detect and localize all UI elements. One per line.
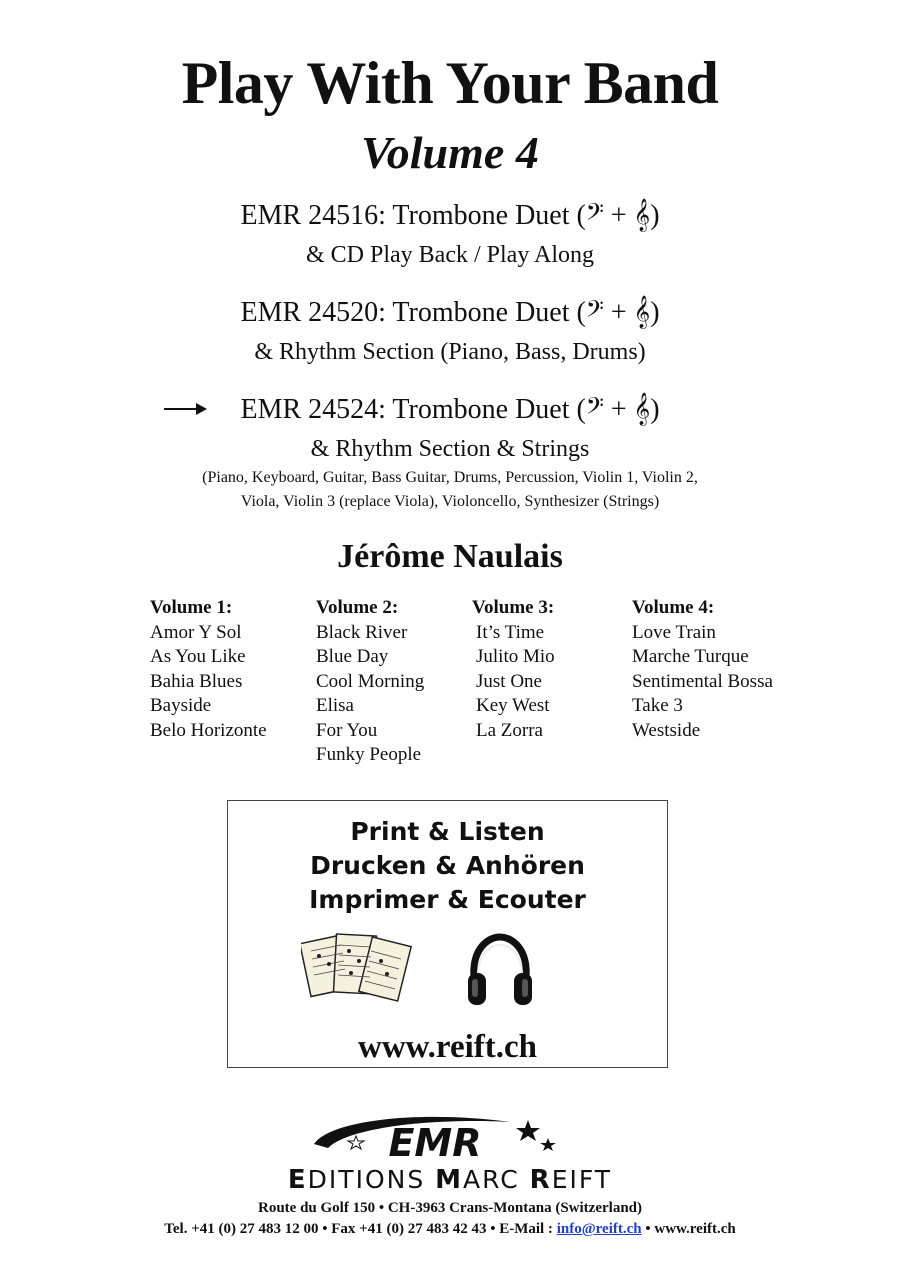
song-title: Marche Turque: [632, 646, 749, 667]
sheet-music-icon: [301, 929, 413, 1007]
logo-text: EMR: [388, 1121, 482, 1165]
publisher-name: EDITIONS MARC REIFT: [287, 1165, 613, 1195]
volume-heading: Volume 2:: [316, 597, 399, 618]
volume-column: [632, 596, 773, 743]
song-title: La Zorra: [476, 719, 543, 741]
song-title: Amor Y Sol: [150, 621, 242, 643]
instrumentation-line: (Piano, Keyboard, Guitar, Bass Guitar, Drums, Percussion, Violin 1, Violin 2,: [202, 469, 698, 486]
song-title: For You: [316, 719, 378, 741]
song-title: Funky People: [316, 744, 422, 765]
song-title: Take 3: [632, 695, 683, 716]
treble-clef-icon: 𝄞: [633, 392, 651, 425]
volume-subtitle: Volume 4: [361, 127, 539, 178]
volume-column: [316, 596, 424, 768]
treble-clef-icon: 𝄞: [633, 295, 651, 328]
song-title: Julito Mio: [476, 646, 555, 667]
volume-heading: Volume 3:: [472, 597, 555, 618]
email-link[interactable]: info@reift.ch: [556, 1221, 642, 1237]
edition-subline: & CD Play Back / Play Along: [306, 242, 594, 268]
edition-line: EMR 24516: Trombone Duet (𝄢 + 𝄞): [240, 198, 660, 231]
bass-clef-icon: 𝄢: [585, 295, 604, 328]
song-title: Belo Horizonte: [150, 719, 267, 741]
bass-clef-icon: 𝄢: [585, 198, 604, 231]
emr-logo: [310, 1112, 560, 1168]
song-title: Bahia Blues: [150, 670, 243, 692]
song-title: Blue Day: [316, 646, 389, 667]
song-title: It’s Time: [476, 621, 545, 643]
volume-column: [472, 596, 555, 743]
song-title: Bayside: [150, 695, 212, 716]
song-title: Just One: [476, 670, 542, 692]
edition-line: EMR 24524: Trombone Duet (𝄢 + 𝄞): [240, 392, 660, 425]
song-title: Elisa: [316, 695, 354, 716]
song-title: Love Train: [632, 621, 716, 643]
publisher-contact: Tel. +41 (0) 27 483 12 00 • Fax +41 (0) 27 483 42 43 • E-Mail : info@reift.ch • www.reift.ch: [164, 1221, 736, 1237]
volume-heading: Volume 4:: [632, 597, 715, 618]
promo-line: Imprimer & Ecouter: [309, 885, 586, 914]
author-name: Jérôme Naulais: [337, 538, 563, 575]
edition-line: EMR 24520: Trombone Duet (𝄢 + 𝄞): [240, 295, 660, 328]
edition-subline: & Rhythm Section (Piano, Bass, Drums): [254, 339, 646, 365]
print-listen-box: [227, 800, 668, 1068]
bass-clef-icon: 𝄢: [585, 392, 604, 425]
promo-url: www.reift.ch: [357, 1029, 538, 1065]
song-title: Cool Morning: [316, 670, 425, 692]
volume-column: [150, 596, 267, 743]
page-title: Play With Your Band: [181, 50, 719, 116]
song-title: As You Like: [150, 646, 246, 667]
headphones-icon: [464, 931, 536, 1011]
song-title: Westside: [632, 719, 701, 741]
song-title: Key West: [476, 695, 550, 716]
song-title: Sentimental Bossa: [632, 670, 773, 692]
treble-clef-icon: 𝄞: [633, 198, 651, 231]
volume-heading: Volume 1:: [150, 597, 233, 618]
promo-line: Print & Listen: [350, 817, 545, 846]
edition-subline: & Rhythm Section & Strings: [310, 436, 590, 462]
song-title: Black River: [316, 621, 408, 643]
publisher-address: Route du Golf 150 • CH-3963 Crans-Montana (Switzerland): [258, 1200, 642, 1216]
promo-line: Drucken & Anhören: [310, 851, 585, 880]
instrumentation-line: Viola, Violin 3 (replace Viola), Violoncello, Synthesizer (Strings): [240, 493, 660, 510]
